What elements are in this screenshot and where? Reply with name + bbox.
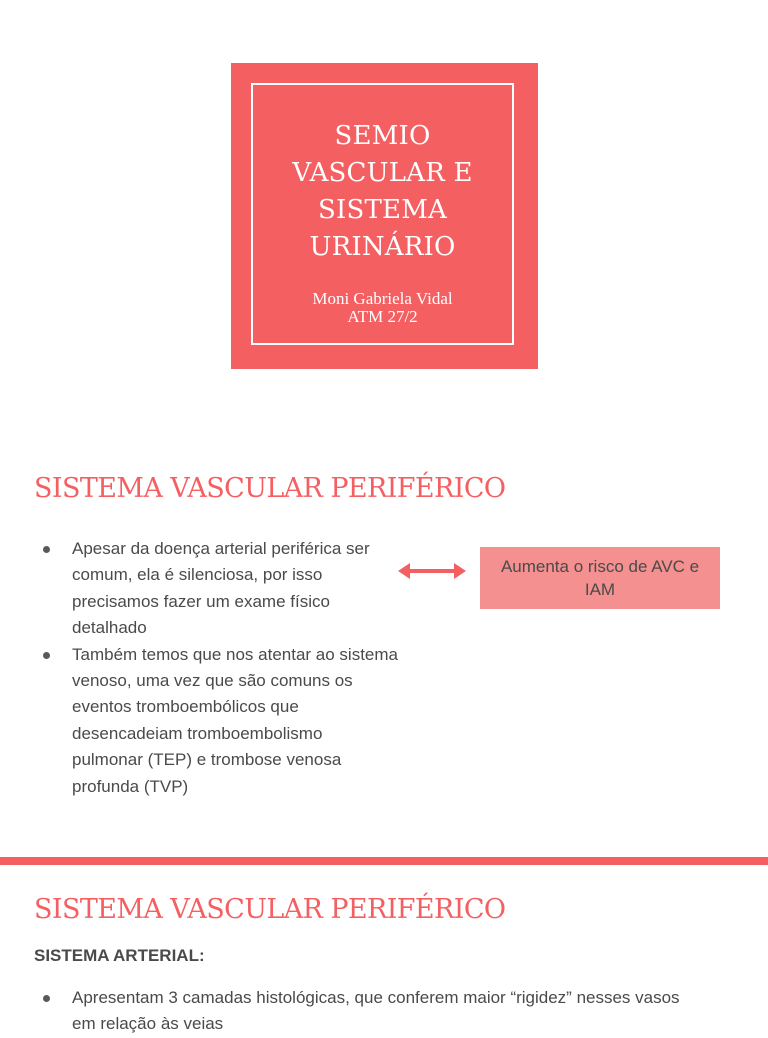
title-card: [231, 63, 538, 369]
text-line: Apresentam 3 camadas histológicas, que conferem maior “rigidez” nesses vasos: [72, 988, 680, 1007]
author-name: Moni Gabriela Vidal: [312, 289, 453, 308]
presentation-title: [292, 118, 472, 266]
text-line: detalhado: [72, 618, 147, 638]
title-line: VASCULAR E: [292, 158, 473, 188]
text-line: venoso, uma vez que são comuns os: [72, 671, 353, 691]
text-line: eventos tromboembólicos que: [72, 697, 299, 717]
section-heading: SISTEMA VASCULAR PERIFÉRICO: [34, 894, 506, 925]
double-headed-arrow-icon: [398, 561, 466, 581]
text-line: em relação às veias: [72, 1014, 224, 1034]
bullet-dot-icon: [43, 995, 50, 1002]
title-frame: [251, 83, 514, 345]
author-class: ATM 27/2: [347, 307, 418, 326]
bullet-list: [40, 985, 760, 1038]
bullet-dot-icon: [43, 652, 50, 659]
title-line: SEMIO: [334, 121, 431, 151]
text-line: precisamos fazer um exame físico: [72, 591, 330, 611]
text-line: desencadeiam tromboembolismo: [72, 723, 323, 743]
bullet-list: [40, 536, 440, 800]
author-block: [312, 290, 452, 326]
list-item: [40, 536, 440, 642]
text-line: Apesar da doença arterial periférica ser: [72, 539, 370, 558]
section-heading: SISTEMA VASCULAR PERIFÉRICO: [34, 473, 506, 504]
slide-divider: [0, 857, 768, 865]
bullet-dot-icon: [43, 546, 50, 553]
subsection-heading: SISTEMA ARTERIAL:: [34, 946, 205, 965]
title-line: SISTEMA: [317, 195, 447, 225]
list-item: [40, 642, 440, 800]
text-line: pulmonar (TEP) e trombose venosa: [72, 750, 342, 770]
list-item: [40, 985, 760, 1038]
callout-text: Aumenta o risco de AVC e IAM: [500, 557, 700, 599]
text-line: comum, ela é silenciosa, por isso: [72, 565, 323, 585]
text-line: profunda (TVP): [72, 776, 189, 796]
callout-box: [480, 547, 720, 609]
title-line: URINÁRIO: [309, 232, 456, 262]
text-line: Também temos que nos atentar ao sistema: [72, 644, 398, 664]
